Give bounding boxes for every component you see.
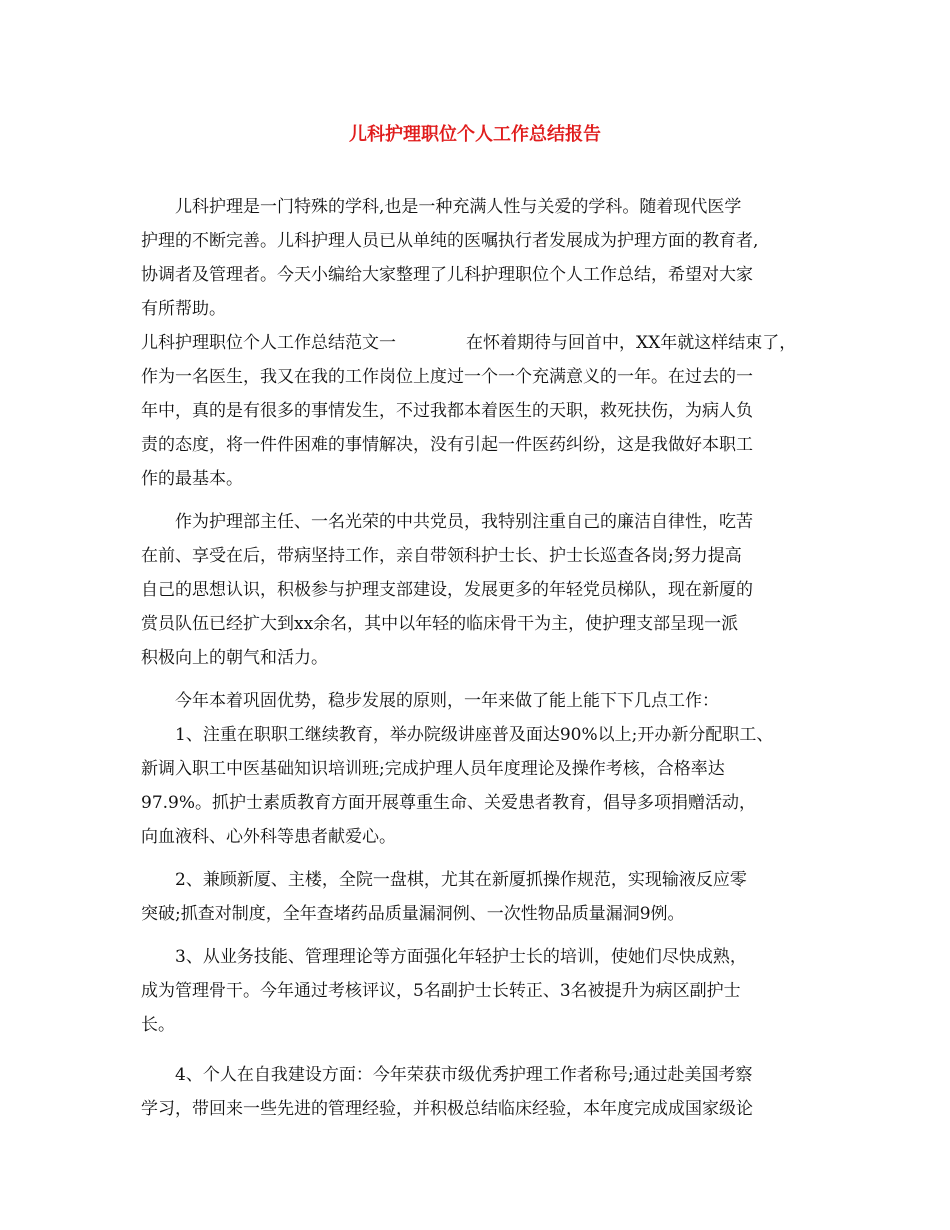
list-item-line: 新调入职工中医基础知识培训班;完成护理人员年度理论及操作考核，合格率达 [141, 759, 725, 779]
paragraph-line: 自己的思想认识，积极参与护理支部建设，发展更多的年轻党员梯队，现在新厦的 [141, 580, 753, 600]
intro-line: 儿科护理是一门特殊的学科,也是一种充满人性与关爱的学科。随着现代医学 [175, 197, 742, 217]
intro-line: 协调者及管理者。今天小编给大家整理了儿科护理职位个人工作总结，希望对大家 [141, 265, 753, 285]
intro-line: 护理的不断完善。儿科护理人员已从单纯的医嘱执行者发展成为护理方面的教育者, [141, 231, 759, 251]
section-line: 作的最基本。 [141, 469, 243, 489]
section-line: 年中，真的是有很多的事情发生，不过我都本着医生的天职，救死扶伤，为病人负 [141, 401, 753, 421]
section-heading: 儿科护理职位个人工作总结范文一 [141, 333, 396, 353]
list-item-line: 2、兼顾新厦、主楼，全院一盘棋，尤其在新厦抓操作规范，实现输液反应零 [175, 870, 747, 890]
document-title: 儿科护理职位个人工作总结报告 [349, 124, 601, 145]
paragraph-line: 作为护理部主任、一名光荣的中共党员，我特别注重自己的廉洁自律性，吃苦 [175, 512, 753, 532]
document-body [141, 190, 821, 1126]
list-item-line: 成为管理骨干。今年通过考核评议，5名副护士长转正、3名被提升为病区副护士 [141, 981, 741, 1001]
list-item-line: 4、个人在自我建设方面：今年荣获市级优秀护理工作者称号;通过赴美国考察 [175, 1065, 753, 1085]
list-item-line: 学习，带回来一些先进的管理经验，并积极总结临床经验，本年度完成成国家级论 [141, 1099, 753, 1119]
list-item-line: 向血液科、心外科等患者献爱心。 [141, 827, 396, 847]
section-first-line: 在怀着期待与回首中，XX年就这样结束了， [466, 333, 797, 353]
list-item-line: 97.9%。抓护士素质教育方面开展尊重生命、关爱患者教育，倡导多项捐赠活动， [141, 793, 757, 813]
intro-line: 有所帮助。 [141, 299, 226, 319]
list-item-line: 1、注重在职职工继续教育，举办院级讲座普及面达90%以上;开办新分配职工、 [175, 725, 774, 745]
paragraph-line: 赏员队伍已经扩大到xx余名，其中以年轻的临床骨干为主，使护理支部呈现一派 [141, 614, 739, 634]
paragraph-line: 在前、享受在后，带病坚持工作，亲自带领科护士长、护士长巡查各岗;努力提高 [141, 546, 742, 566]
list-item-line: 突破;抓查对制度，全年查堵药品质量漏洞例、一次性物品质量漏洞9例。 [141, 904, 685, 924]
paragraph-line: 积极向上的朝气和活力。 [141, 648, 328, 668]
list-item-line: 3、从业务技能、管理理论等方面强化年轻护士长的培训，使她们尽快成熟， [175, 947, 747, 967]
section-line: 责的态度，将一件件困难的事情解决，没有引起一件医药纠纷，这是我做好本职工 [141, 435, 753, 455]
list-item-line: 长。 [141, 1015, 175, 1035]
section-heading-row [141, 326, 821, 360]
paragraph-line: 今年本着巩固优势，稳步发展的原则，一年来做了能上能下下几点工作： [175, 691, 719, 711]
section-line: 作为一名医生，我又在我的工作岗位上度过一个一个充满意义的一年。在过去的一 [141, 367, 753, 387]
